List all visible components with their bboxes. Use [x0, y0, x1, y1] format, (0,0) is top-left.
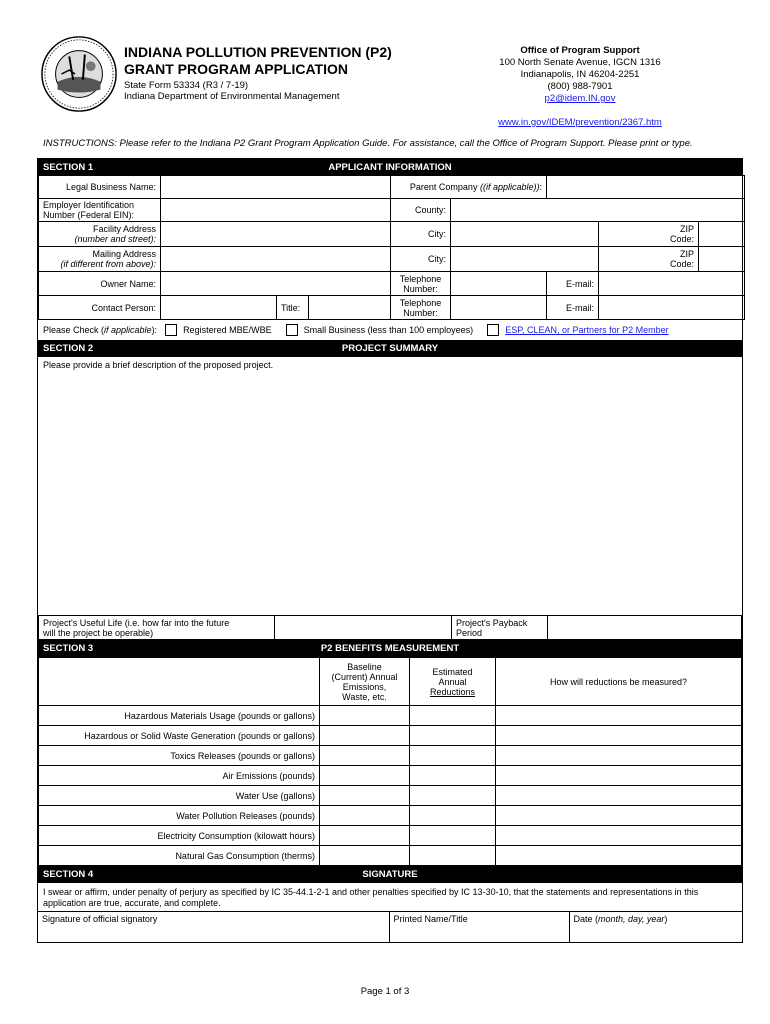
ein-field[interactable] [161, 199, 391, 222]
estimated-column-header: Estimated Annual Reductions [410, 658, 496, 706]
facility-address-field[interactable] [161, 222, 391, 247]
county-label: County: [391, 199, 451, 222]
baseline-field[interactable] [320, 826, 410, 846]
signature-table [38, 911, 742, 942]
partner-member-link[interactable]: ESP, CLEAN, or Partners for P2 Member [505, 325, 669, 335]
mailing-city-label: City: [391, 247, 451, 272]
benefit-label: Water Pollution Releases (pounds) [39, 806, 320, 826]
estimated-field[interactable] [410, 846, 496, 866]
benefit-label: Hazardous or Solid Waste Generation (pounds or gallons) [39, 726, 320, 746]
legal-name-label: Legal Business Name: [39, 176, 161, 199]
baseline-field[interactable] [320, 786, 410, 806]
title-field[interactable] [309, 296, 391, 320]
benefit-row [39, 726, 742, 746]
facility-address-label: Facility Address (number and street): [39, 222, 161, 247]
county-field[interactable] [451, 199, 745, 222]
estimated-field[interactable] [410, 806, 496, 826]
contact-email-label: E-mail: [547, 296, 599, 320]
benefit-label: Electricity Consumption (kilowatt hours) [39, 826, 320, 846]
printed-name-label: Printed Name/Title [393, 914, 468, 924]
printed-name-field[interactable] [389, 912, 569, 942]
project-description-field[interactable] [38, 357, 742, 615]
title-label: Title: [277, 296, 309, 320]
date-label: Date (month, day, year) [573, 914, 668, 924]
date-field[interactable] [569, 912, 742, 942]
signature-field[interactable] [38, 912, 389, 942]
baseline-column-header: Baseline (Current) Annual Emissions, Waste, etc. [320, 658, 410, 706]
owner-telephone-field[interactable] [451, 272, 547, 296]
baseline-field[interactable] [320, 746, 410, 766]
benefit-row [39, 746, 742, 766]
facility-zip-label: ZIP Code: [599, 222, 699, 247]
measurement-field[interactable] [496, 706, 742, 726]
benefit-row [39, 806, 742, 826]
estimated-field[interactable] [410, 826, 496, 846]
form-subtitle [124, 80, 339, 102]
benefit-label: Water Use (gallons) [39, 786, 320, 806]
estimated-field[interactable] [410, 786, 496, 806]
page-number: Page 1 of 3 [360, 986, 410, 997]
mbe-wbe-checkbox[interactable] [165, 324, 177, 336]
owner-telephone-label: Telephone Number: [391, 272, 451, 296]
office-name: Office of Program Support [520, 45, 640, 56]
estimated-field[interactable] [410, 726, 496, 746]
state-seal-icon [40, 35, 118, 113]
benefit-row [39, 786, 742, 806]
owner-email-label: E-mail: [547, 272, 599, 296]
parent-company-field[interactable] [547, 176, 745, 199]
estimated-field[interactable] [410, 706, 496, 726]
measurement-field[interactable] [496, 726, 742, 746]
useful-life-field[interactable] [275, 616, 452, 640]
contact-person-label: Contact Person: [39, 296, 161, 320]
benefits-blank-header [39, 658, 320, 706]
measurement-column-header: How will reductions be measured? [496, 658, 742, 706]
benefit-row [39, 846, 742, 866]
application-form [37, 158, 743, 943]
parent-company-label: Parent Company ((if applicable)): [391, 176, 547, 199]
section4-header: SECTION 4 SIGNATURE [38, 866, 742, 883]
project-description-label: Please provide a brief description of the proposed project. [43, 360, 274, 370]
benefits-table [38, 657, 742, 866]
baseline-field[interactable] [320, 726, 410, 746]
office-url-link[interactable]: www.in.gov/IDEM/prevention/2367.htm [498, 117, 662, 128]
applicant-info-table [38, 175, 745, 320]
mailing-address-label: Mailing Address (if different from above): [39, 247, 161, 272]
owner-name-field[interactable] [161, 272, 391, 296]
form-title: INDIANA POLLUTION PREVENTION (P2) GRANT PROGRAM APPLICATION [124, 44, 392, 77]
payback-field[interactable] [548, 616, 742, 640]
office-email-link[interactable]: p2@idem.IN.gov [544, 93, 616, 104]
office-contact-block: Office of Program Support 100 North Senate Avenue, IGCN 1316 Indianapolis, IN 46204-2251 (800) 988-7901 p2@idem.IN.gov [480, 45, 680, 105]
measurement-field[interactable] [496, 766, 742, 786]
applicant-type-checks [38, 320, 742, 340]
mailing-zip-label: ZIP Code: [599, 247, 699, 272]
facility-city-field[interactable] [451, 222, 599, 247]
instructions: INSTRUCTIONS: Please refer to the Indiana P2 Grant Program Application Guide. For assistance, call the Office of Program Support. Please print or type. [43, 138, 693, 149]
benefit-label: Natural Gas Consumption (therms) [39, 846, 320, 866]
state-form-number: State Form 53334 (R3 / 7-19) [124, 80, 249, 91]
contact-telephone-field[interactable] [451, 296, 547, 320]
owner-name-label: Owner Name: [39, 272, 161, 296]
mbe-wbe-label: Registered MBE/WBE [183, 325, 272, 335]
owner-email-field[interactable] [599, 272, 745, 296]
baseline-field[interactable] [320, 706, 410, 726]
partner-member-checkbox[interactable] [487, 324, 499, 336]
contact-email-field[interactable] [599, 296, 745, 320]
mailing-address-field[interactable] [161, 247, 391, 272]
legal-name-field[interactable] [161, 176, 391, 199]
benefit-row [39, 766, 742, 786]
department-name: Indiana Department of Environmental Management [124, 91, 340, 102]
check-label: Please Check (if applicable): [43, 325, 158, 335]
section3-header: SECTION 3 P2 BENEFITS MEASUREMENT [38, 640, 742, 657]
benefit-label: Air Emissions (pounds) [39, 766, 320, 786]
section1-header: SECTION 1 APPLICANT INFORMATION [38, 159, 742, 176]
benefit-label: Toxics Releases (pounds or gallons) [39, 746, 320, 766]
estimated-field[interactable] [410, 766, 496, 786]
baseline-field[interactable] [320, 766, 410, 786]
measurement-field[interactable] [496, 786, 742, 806]
benefit-row [39, 826, 742, 846]
oath-statement: I swear or affirm, under penalty of perjury as specified by IC 35-44.1-2-1 and other penalties specified by IC 13-30-10, that the statements and representations in this application are true, accurate, and complete. [43, 887, 699, 908]
baseline-field[interactable] [320, 846, 410, 866]
facility-city-label: City: [391, 222, 451, 247]
measurement-field[interactable] [496, 846, 742, 866]
contact-telephone-label: Telephone Number: [391, 296, 451, 320]
small-business-checkbox[interactable] [286, 324, 298, 336]
project-life-table [38, 615, 742, 640]
small-business-label: Small Business (less than 100 employees) [303, 325, 474, 335]
estimated-field[interactable] [410, 746, 496, 766]
ein-label: Employer Identification Number (Federal EIN): [39, 199, 161, 222]
signature-label: Signature of official signatory [42, 914, 158, 924]
mailing-city-field[interactable] [451, 247, 599, 272]
baseline-field[interactable] [320, 806, 410, 826]
measurement-field[interactable] [496, 826, 742, 846]
payback-label: Project's Payback Period [452, 616, 548, 640]
mailing-zip-field[interactable] [699, 247, 745, 272]
benefit-label: Hazardous Materials Usage (pounds or gallons) [39, 706, 320, 726]
useful-life-label: Project's Useful Life (i.e. how far into the future will the project be operable) [39, 616, 275, 640]
section2-header: SECTION 2 PROJECT SUMMARY [38, 340, 742, 357]
facility-zip-field[interactable] [699, 222, 745, 247]
benefit-row [39, 706, 742, 726]
measurement-field[interactable] [496, 806, 742, 826]
contact-person-field[interactable] [161, 296, 277, 320]
measurement-field[interactable] [496, 746, 742, 766]
